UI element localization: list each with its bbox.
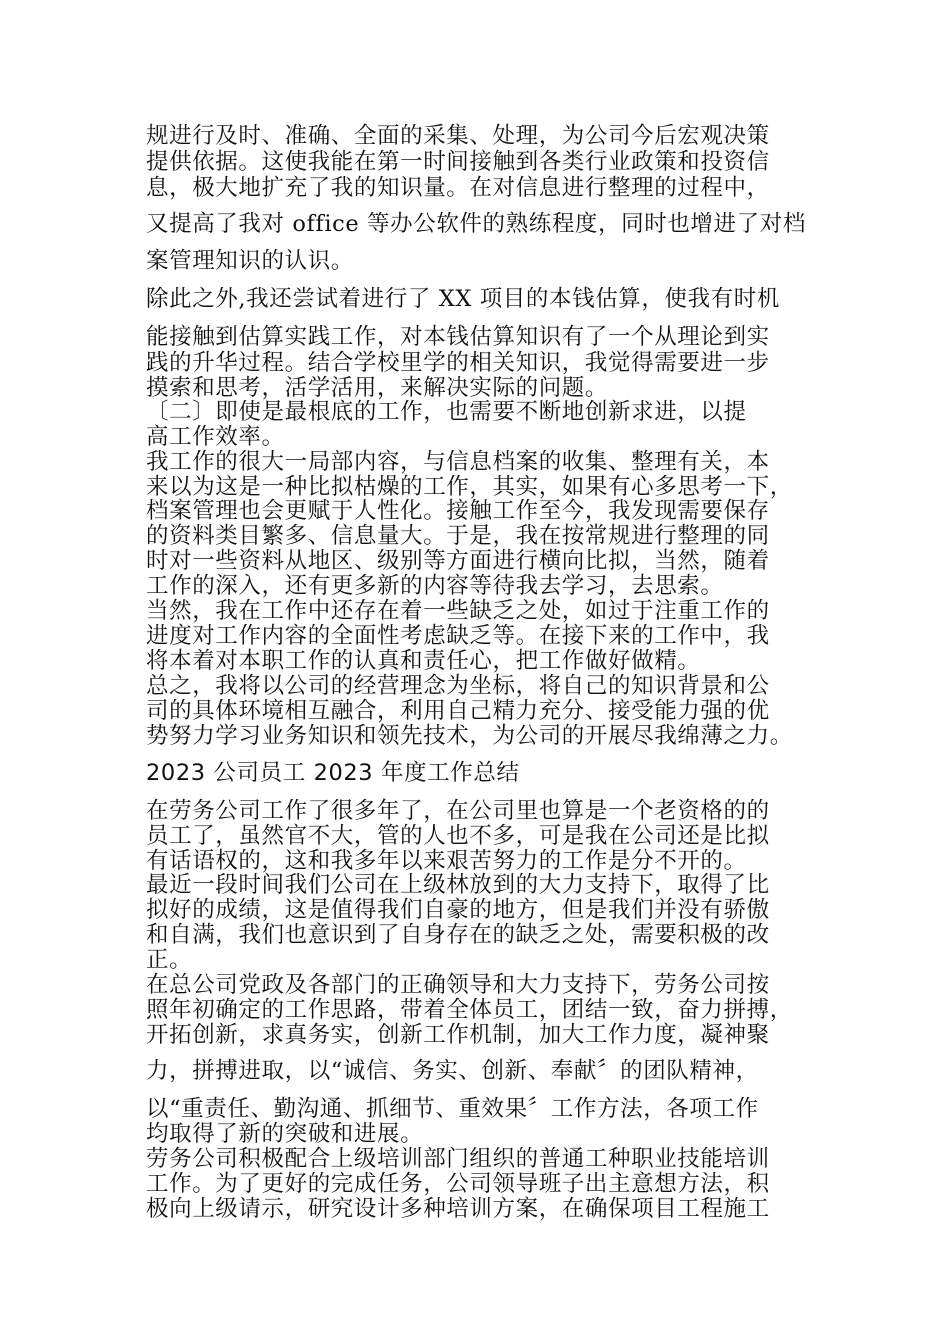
text-line: 在总公司党政及各部门的正确领导和大力支持下，劳务公司按 bbox=[146, 972, 770, 998]
text-line: 劳务公司积极配合上级培训部门组织的普通工种职业技能培训 bbox=[146, 1146, 770, 1172]
text-line: 照年初确定的工作思路，带着全体员工，团结一致，奋力拼搏， bbox=[146, 997, 793, 1023]
text-line: 将本着对本职工作的认真和责任心，把工作做好做精。 bbox=[146, 648, 701, 674]
text-line: 员工了，虽然官不大，管的人也不多，可是我在公司还是比拟 bbox=[146, 823, 770, 849]
text-line: 工作。为了更好的完成任务，公司领导班子出主意想方法，积 bbox=[146, 1171, 770, 1197]
text-line: 来以为这是一种比拟枯燥的工作，其实，如果有心多思考一下， bbox=[146, 474, 793, 500]
text-line: 有话语权的，这和我多年以来艰苦努力的工作是分不开的。 bbox=[146, 848, 747, 874]
section-heading: 高工作效率。 bbox=[146, 424, 285, 450]
text-line: 摸索和思考，活学活用，来解决实际的问题。 bbox=[146, 375, 609, 401]
text-line: 提供依据。这使我能在第一时间接触到各类行业政策和投资信 bbox=[146, 149, 770, 175]
text-line: 践的升华过程。结合学校里学的相关知识，我觉得需要进一步 bbox=[146, 350, 770, 376]
text-line: 档案管理也会更赋于人性化。接触工作至今，我发现需要保存 bbox=[146, 498, 770, 524]
text-line: 当然，我在工作中还存在着一些缺乏之处，如过于注重工作的 bbox=[146, 598, 770, 624]
text-line: 力，拼搏进取，以“诚信、务实、创新、奉献〞的团队精神， bbox=[146, 1058, 759, 1084]
text-line: 拟好的成绩，这是值得我们自豪的地方，但是我们并没有骄傲 bbox=[146, 897, 770, 923]
text-line: 案管理知识的认识。 bbox=[146, 248, 354, 274]
text-line: 工作的深入，还有更多新的内容等待我去学习，去思索。 bbox=[146, 573, 724, 599]
text-line: 进度对工作内容的全面性考虑缺乏等。在接下来的工作中，我 bbox=[146, 623, 770, 649]
section-heading: 〔二〕即使是最根底的工作，也需要不断地创新求进，以提 bbox=[146, 399, 747, 425]
text-line: 开拓创新，求真务实，创新工作机制，加大工作力度，凝神聚 bbox=[146, 1022, 770, 1048]
text-line: 司的具体环境相互融合，利用自己精力充分、接受能力强的优 bbox=[146, 698, 770, 724]
text-line: 势努力学习业务知识和领先技术，为公司的开展尽我绵薄之力。 bbox=[146, 723, 793, 749]
text-line: 我工作的很大一局部内容，与信息档案的收集、整理有关，本 bbox=[146, 449, 770, 475]
text-line: 在劳务公司工作了很多年了，在公司里也算是一个老资格的的 bbox=[146, 798, 770, 824]
text-line: 以“重责任、勤沟通、抓细节、重效果〞工作方法，各项工作 bbox=[146, 1096, 759, 1122]
text-line: 最近一段时间我们公司在上级林放到的大力支持下，取得了比 bbox=[146, 872, 770, 898]
text-line: 又提高了我对 office 等办公软件的熟练程度，同时也增进了对档 bbox=[146, 211, 806, 237]
text-line: 的资料类目繁多、信息量大。于是，我在按常规进行整理的同 bbox=[146, 523, 770, 549]
text-line: 总之，我将以公司的经营理念为坐标，将自己的知识背景和公 bbox=[146, 673, 770, 699]
text-line: 时对一些资料从地区、级别等方面进行横向比拟，当然，随着 bbox=[146, 548, 770, 574]
text-line: 除此之外,我还尝试着进行了 XX 项目的本钱估算，使我有时机 bbox=[146, 286, 780, 312]
text-line: 能接触到估算实践工作，对本钱估算知识有了一个从理论到实 bbox=[146, 324, 770, 350]
text-line: 和自满，我们也意识到了自身存在的缺乏之处，需要积极的改 bbox=[146, 922, 770, 948]
document-title: 2023 公司员工 2023 年度工作总结 bbox=[146, 760, 520, 786]
text-line: 息，极大地扩充了我的知识量。在对信息进行整理的过程中， bbox=[146, 175, 770, 201]
text-line: 均取得了新的突破和进展。 bbox=[146, 1121, 424, 1147]
text-line: 规进行及时、准确、全面的采集、处理，为公司今后宏观决策 bbox=[146, 123, 770, 149]
text-line: 极向上级请示，研究设计多种培训方案，在确保项目工程施工 bbox=[146, 1196, 770, 1222]
text-line: 正。 bbox=[146, 947, 193, 973]
